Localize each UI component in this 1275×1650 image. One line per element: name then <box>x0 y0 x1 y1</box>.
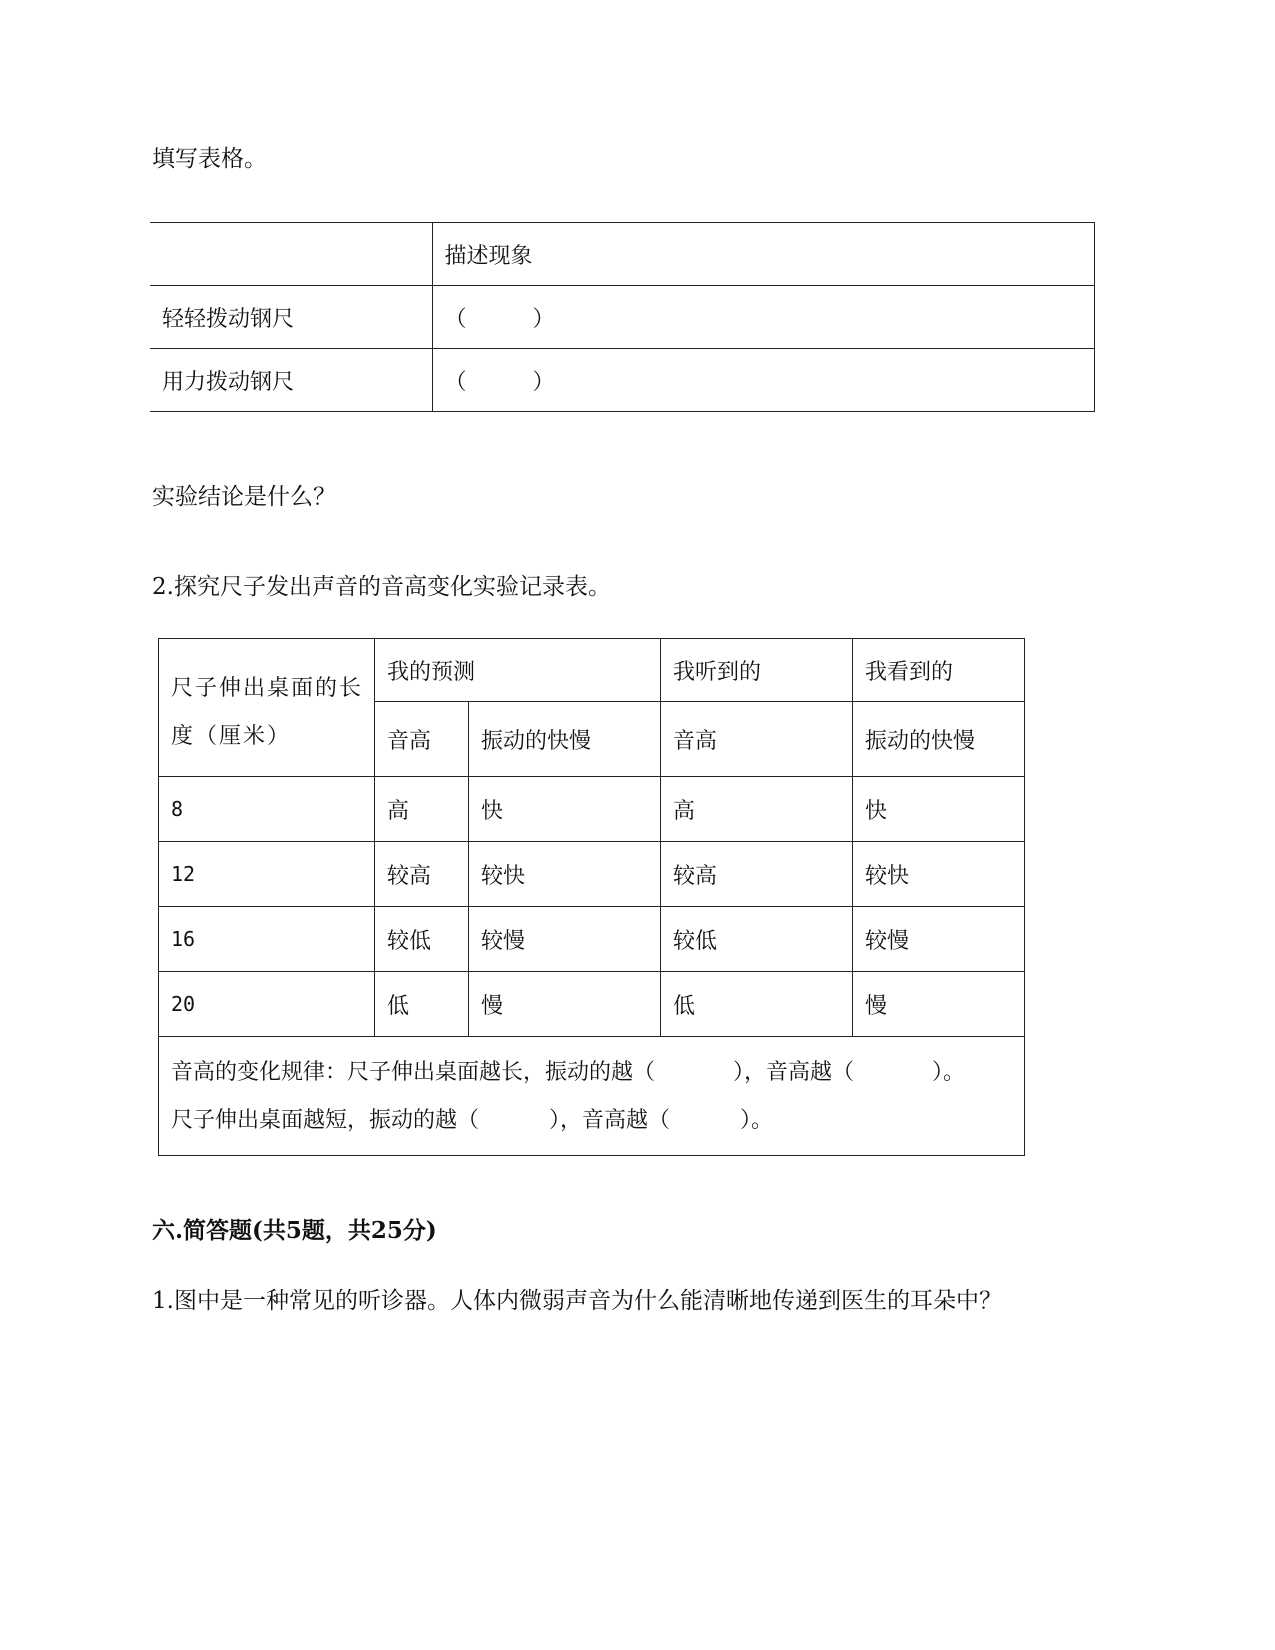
rule-text: ），音高越（ <box>549 1108 671 1133</box>
table-cell: 8 <box>159 777 375 842</box>
table-header-cell: 尺子伸出桌面的长度（厘米） <box>159 639 375 777</box>
table-cell: 高 <box>375 777 469 842</box>
table-cell: 低 <box>375 972 469 1037</box>
table-pitch-experiment <box>158 638 1025 1156</box>
table-cell: 较快 <box>469 842 661 907</box>
table-cell: 高 <box>661 777 853 842</box>
table-cell: 快 <box>469 777 661 842</box>
table-cell: 20 <box>159 972 375 1037</box>
table-cell: 较低 <box>661 907 853 972</box>
answer-blank[interactable]: （ ） <box>432 349 1094 412</box>
intro-text: 填写表格。 <box>152 146 267 172</box>
table-header-cell: 描述现象 <box>432 223 1094 286</box>
table-row <box>159 1037 1025 1156</box>
table-cell: 16 <box>159 907 375 972</box>
table-cell: 较低 <box>375 907 469 972</box>
table-header-cell: 振动的快慢 <box>469 702 661 777</box>
table-cell: 慢 <box>469 972 661 1037</box>
table-cell: 较高 <box>375 842 469 907</box>
table-row-label: 轻轻拨动钢尺 <box>150 286 432 349</box>
answer-blank[interactable]: （ ） <box>432 286 1094 349</box>
table-row <box>150 286 1094 349</box>
table-row <box>159 972 1025 1037</box>
table-cell: 12 <box>159 842 375 907</box>
table-row-label: 用力拨动钢尺 <box>150 349 432 412</box>
rule-text: ）。 <box>932 1060 966 1085</box>
table-row <box>150 349 1094 412</box>
rule-line-1 <box>171 1049 1024 1097</box>
table-cell: 较慢 <box>853 907 1025 972</box>
table-row <box>150 223 1094 286</box>
table-cell: 快 <box>853 777 1025 842</box>
table-cell: 较慢 <box>469 907 661 972</box>
table-cell: 较高 <box>661 842 853 907</box>
rule-text: ）。 <box>740 1108 774 1133</box>
table-header-cell: 我看到的 <box>853 639 1025 702</box>
table-cell: 慢 <box>853 972 1025 1037</box>
table-row <box>159 639 1025 702</box>
table-row <box>159 842 1025 907</box>
table-cell <box>150 223 432 286</box>
table-cell: 较快 <box>853 842 1025 907</box>
table-header-cell: 我听到的 <box>661 639 853 702</box>
table-header-cell: 我的预测 <box>375 639 661 702</box>
table-row <box>159 777 1025 842</box>
rule-text: ），音高越（ <box>733 1060 855 1085</box>
table-striking-ruler <box>150 222 1095 412</box>
table-header-cell: 振动的快慢 <box>853 702 1025 777</box>
rule-text: 音高的变化规律：尺子伸出桌面越长，振动的越（ <box>171 1060 656 1085</box>
section-heading-6: 六.简答题(共5题，共25分) <box>152 1217 437 1244</box>
rule-text: 尺子伸出桌面越短，振动的越（ <box>171 1108 480 1133</box>
question-stethoscope: 1.图中是一种常见的听诊器。人体内微弱声音为什么能清晰地传递到医生的耳朵中？ <box>152 1288 1002 1314</box>
table-header-cell: 音高 <box>661 702 853 777</box>
section-title-2: 2.探究尺子发出声音的音高变化实验记录表。 <box>152 574 611 600</box>
table-header-cell: 音高 <box>375 702 469 777</box>
question-conclusion: 实验结论是什么？ <box>152 484 336 510</box>
rule-line-2 <box>171 1097 1024 1145</box>
table-row <box>159 907 1025 972</box>
table-cell: 低 <box>661 972 853 1037</box>
rule-summary-cell <box>159 1037 1025 1156</box>
